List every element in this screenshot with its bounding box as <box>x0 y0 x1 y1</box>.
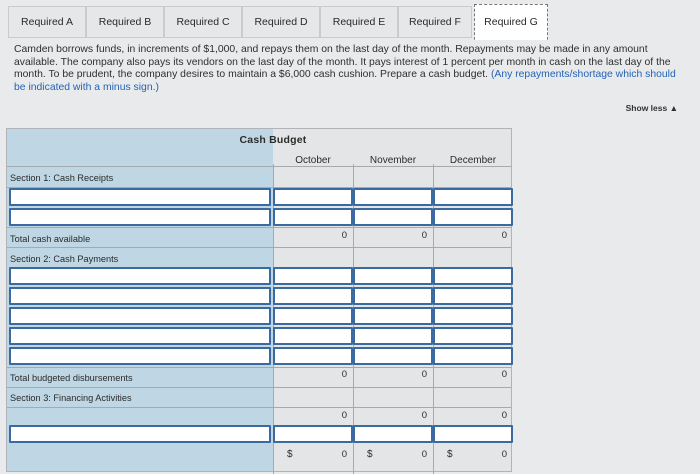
tab-required-a[interactable]: Required A <box>8 6 86 38</box>
tab-required-b[interactable]: Required B <box>86 6 164 38</box>
payment-oct-input-5[interactable] <box>273 347 353 365</box>
financing-oct-input-1[interactable] <box>273 425 353 443</box>
receipt-dec-input-2[interactable] <box>433 208 513 226</box>
payment-nov-input-4[interactable] <box>353 327 433 345</box>
section1-label: Section 1: Cash Receipts <box>10 173 114 183</box>
cash-budget-table <box>6 128 512 472</box>
payment-label-input-3[interactable] <box>9 307 271 325</box>
payment-dec-input-5[interactable] <box>433 347 513 365</box>
total-cash-available-label: Total cash available <box>10 234 91 244</box>
total-disbursements-dec: 0 <box>501 369 507 380</box>
financing-row-nov: 0 <box>421 410 427 421</box>
column-header-november: November <box>369 155 417 166</box>
receipt-label-input-1[interactable] <box>9 188 271 206</box>
total-disbursements-nov: 0 <box>421 369 427 380</box>
total-cash-available-oct: 0 <box>341 230 347 241</box>
grid-line <box>7 407 511 408</box>
grid-line <box>7 387 511 388</box>
payment-label-input-2[interactable] <box>9 287 271 305</box>
payment-nov-input-5[interactable] <box>353 347 433 365</box>
instructions-text: Camden borrows funds, in increments of $1,000, and repays them on the last day of the month. Repayments may be made in any amount available. The company also pays its vendors on the last day of the month. It pays interest of 1 percent per month in cash on the last day of the month. To be prudent, the company desires to maintain a $6,000 cash cushion. Prepare a cash budget. <box>14 44 671 81</box>
grid-line <box>7 166 511 167</box>
payment-nov-input-3[interactable] <box>353 307 433 325</box>
tab-required-f[interactable]: Required F <box>398 6 472 38</box>
tab-required-d[interactable]: Required D <box>242 6 320 38</box>
total-disbursements-oct: 0 <box>341 369 347 380</box>
dollar-sign-dec: $ <box>447 449 453 460</box>
dollar-sign-nov: $ <box>367 449 373 460</box>
receipt-oct-input-2[interactable] <box>273 208 353 226</box>
column-header-december: December <box>449 155 497 166</box>
payment-label-input-1[interactable] <box>9 267 271 285</box>
problem-instructions <box>14 44 690 94</box>
receipt-nov-input-1[interactable] <box>353 188 433 206</box>
financing-dec-input-1[interactable] <box>433 425 513 443</box>
payment-dec-input-1[interactable] <box>433 267 513 285</box>
tab-required-g[interactable]: Required G <box>474 4 548 40</box>
financing-label-input-1[interactable] <box>9 425 271 443</box>
payment-label-input-4[interactable] <box>9 327 271 345</box>
ending-cash-nov: 0 <box>421 449 427 460</box>
payment-nov-input-1[interactable] <box>353 267 433 285</box>
financing-row-oct: 0 <box>341 410 347 421</box>
total-cash-available-nov: 0 <box>421 230 427 241</box>
payment-oct-input-2[interactable] <box>273 287 353 305</box>
payment-oct-input-4[interactable] <box>273 327 353 345</box>
ending-cash-dec: 0 <box>501 449 507 460</box>
payment-dec-input-4[interactable] <box>433 327 513 345</box>
ending-cash-oct: 0 <box>341 449 347 460</box>
grid-line <box>7 227 511 228</box>
instructions-hint: (Any repayments/shortage which should be indicated with a minus sign.) <box>14 69 676 93</box>
receipt-label-input-2[interactable] <box>9 208 271 226</box>
receipt-oct-input-1[interactable] <box>273 188 353 206</box>
requirement-tabs <box>0 0 560 40</box>
dollar-sign-oct: $ <box>287 449 293 460</box>
financing-row-dec: 0 <box>501 410 507 421</box>
receipt-dec-input-1[interactable] <box>433 188 513 206</box>
payment-label-input-5[interactable] <box>9 347 271 365</box>
tab-required-e[interactable]: Required E <box>320 6 398 38</box>
financing-nov-input-1[interactable] <box>353 425 433 443</box>
grid-line <box>7 367 511 368</box>
column-header-october: October <box>295 155 331 166</box>
payment-oct-input-3[interactable] <box>273 307 353 325</box>
budget-title: Cash Budget <box>239 134 307 146</box>
total-cash-available-dec: 0 <box>501 230 507 241</box>
payment-oct-input-1[interactable] <box>273 267 353 285</box>
payment-nov-input-2[interactable] <box>353 287 433 305</box>
payment-dec-input-2[interactable] <box>433 287 513 305</box>
payment-dec-input-3[interactable] <box>433 307 513 325</box>
section3-label: Section 3: Financing Activities <box>10 393 132 403</box>
receipt-nov-input-2[interactable] <box>353 208 433 226</box>
section2-label: Section 2: Cash Payments <box>10 254 119 264</box>
grid-line <box>7 247 511 248</box>
total-disbursements-label: Total budgeted disbursements <box>10 373 133 383</box>
tab-required-c[interactable]: Required C <box>164 6 242 38</box>
show-less-link[interactable]: Show less ▲ <box>625 103 678 113</box>
